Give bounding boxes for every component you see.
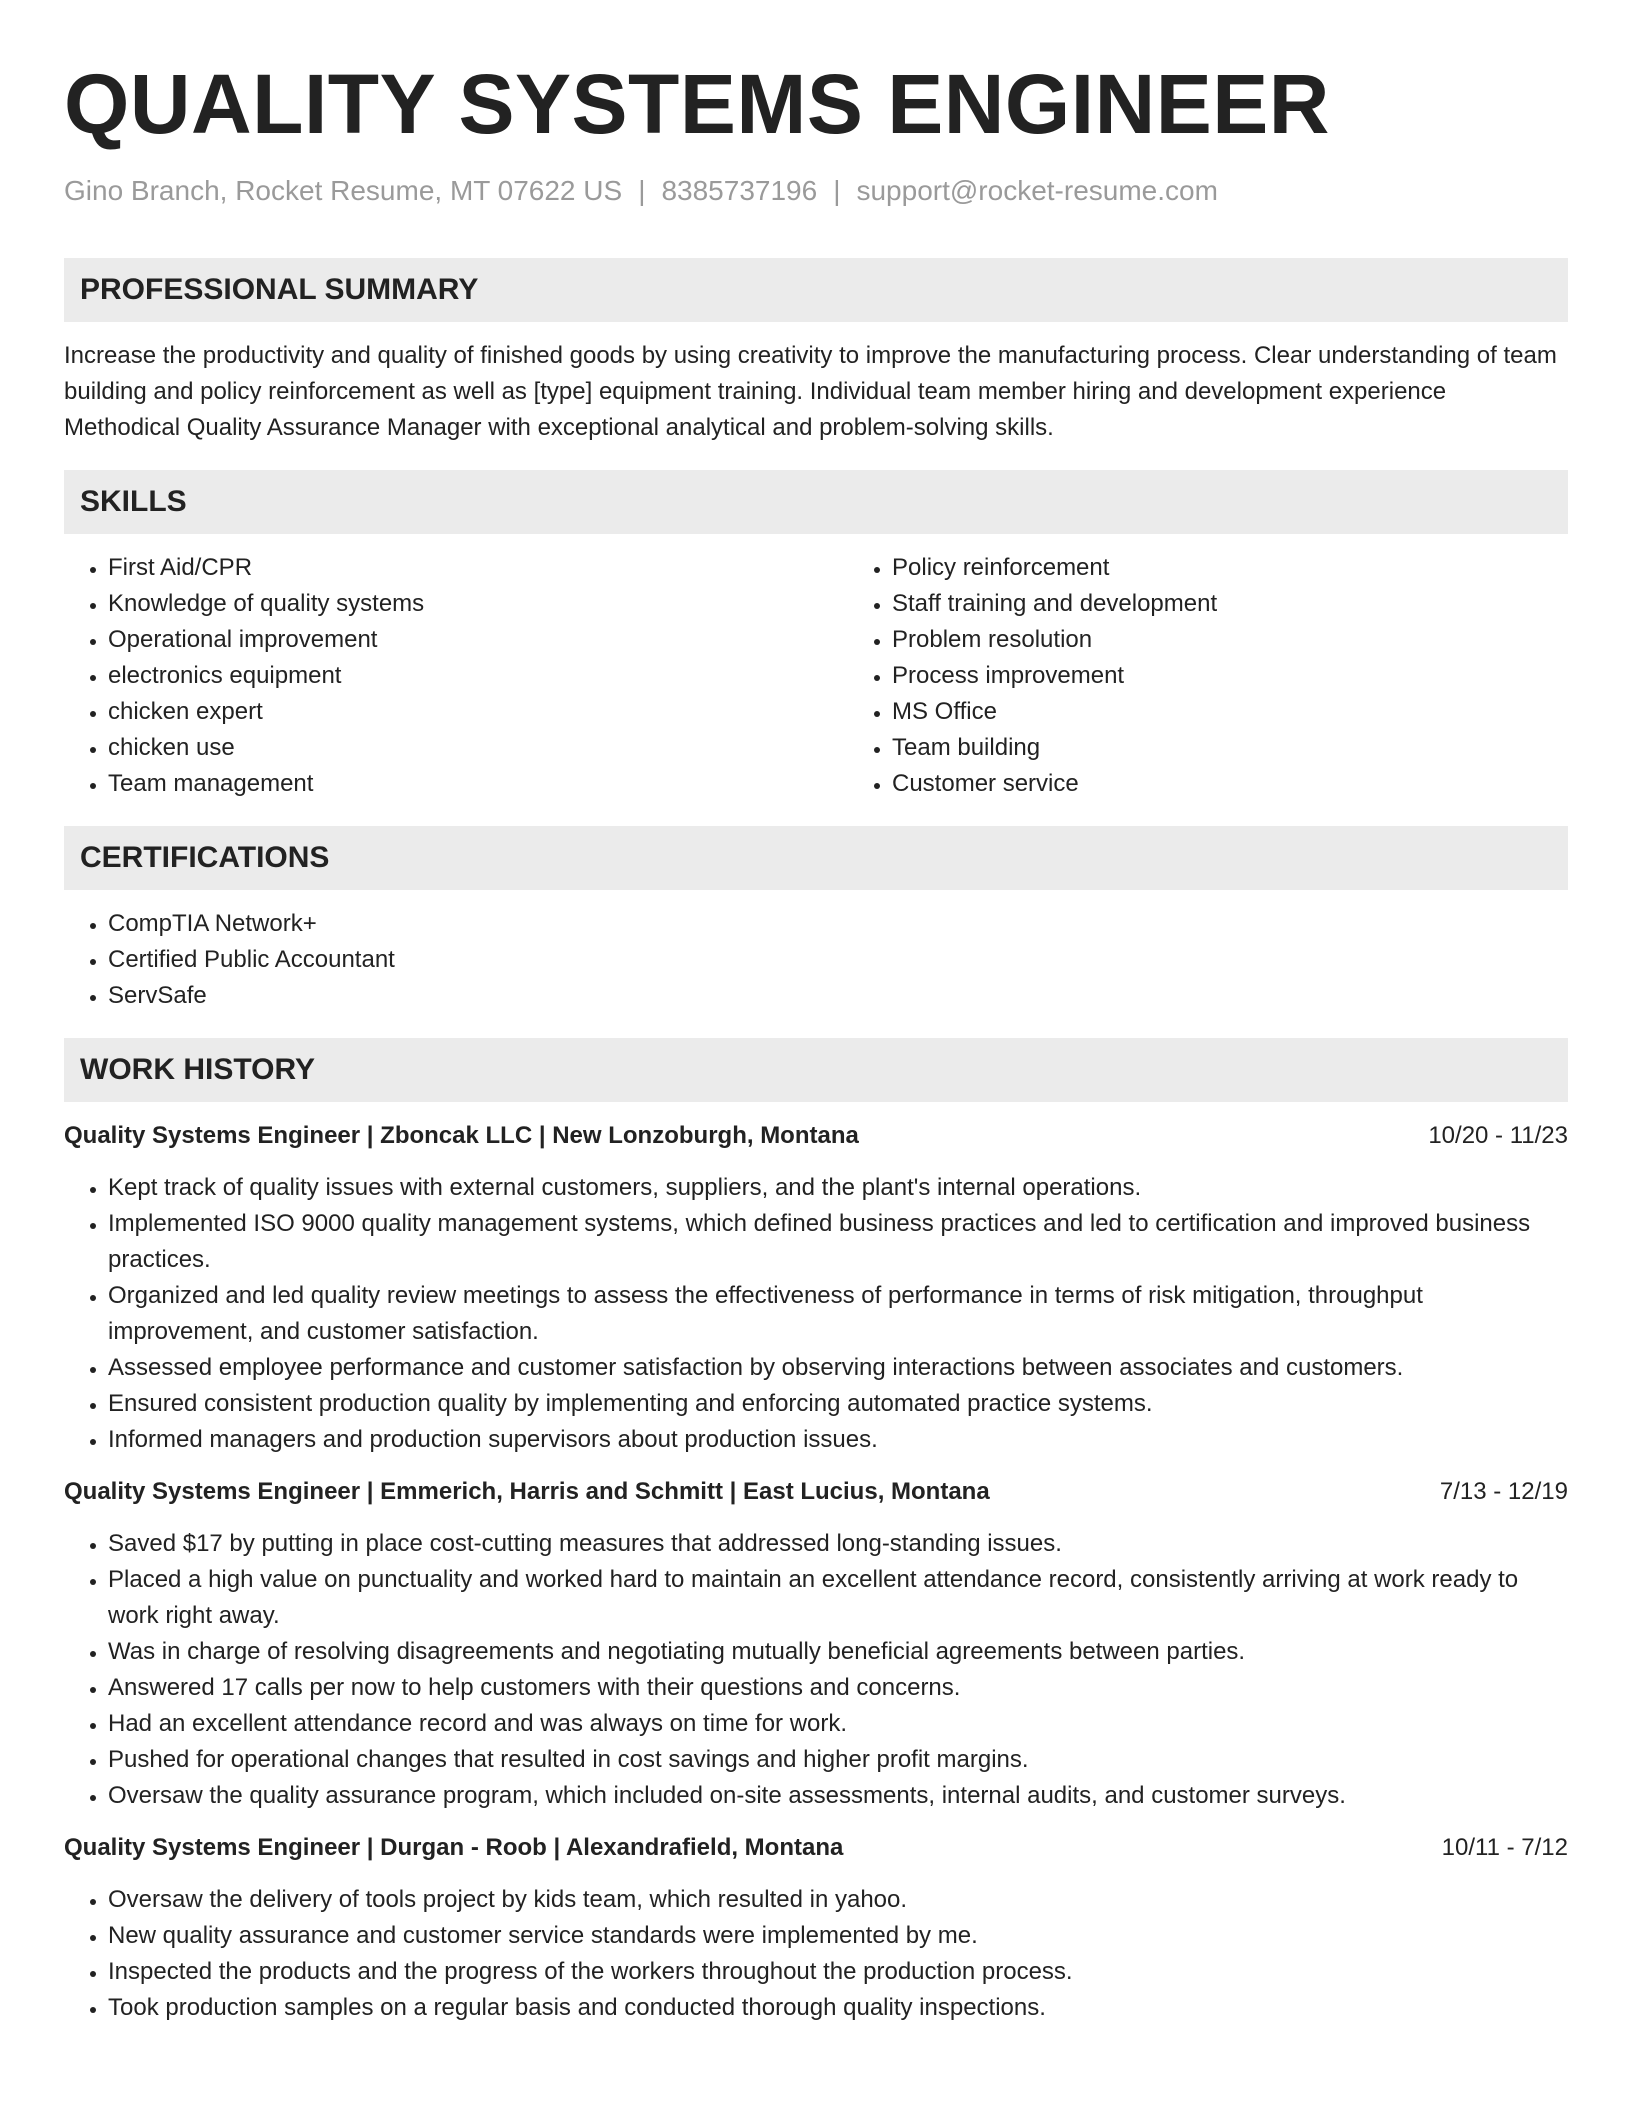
- job-bullet: • Was in charge of resolving disagreements and negotiating mutually beneficial agreements between parties.: [108, 1634, 1568, 1670]
- job-title: Quality Systems Engineer | Zboncak LLC | New Lonzoburgh, Montana: [64, 1122, 859, 1149]
- certification-item: • CompTIA Network+: [108, 906, 1568, 942]
- skill-item: • First Aid/CPR: [108, 550, 848, 586]
- job-bullet: • Oversaw the delivery of tools project by kids team, which resulted in yahoo.: [108, 1882, 1568, 1918]
- job-header: [64, 1830, 1568, 1866]
- section-heading-certifications: CERTIFICATIONS: [64, 826, 1568, 890]
- job-bullet: • Ensured consistent production quality by implementing and enforcing automated practice systems.: [108, 1386, 1568, 1422]
- contact-email: support@rocket-resume.com: [856, 175, 1218, 206]
- resume-name: QUALITY SYSTEMS ENGINEER: [64, 57, 1330, 151]
- job-bullet: • Saved $17 by putting in place cost-cutting measures that addressed long-standing issues.: [108, 1526, 1568, 1562]
- contact-line: [64, 174, 1568, 208]
- skill-item: • Team building: [892, 730, 1568, 766]
- skill-item: • Process improvement: [892, 658, 1568, 694]
- job-bullets: [64, 1170, 1568, 1458]
- certifications-list: [64, 906, 1568, 1014]
- skills-column-left: [64, 550, 848, 802]
- job-bullet: • Informed managers and production supervisors about production issues.: [108, 1422, 1568, 1458]
- job-dates: 7/13 - 12/19: [1439, 1478, 1568, 1505]
- job-bullet: • Answered 17 calls per now to help customers with their questions and concerns.: [108, 1670, 1568, 1706]
- job-bullet: • Took production samples on a regular basis and conducted thorough quality inspections.: [108, 1990, 1568, 2026]
- section-heading-skills: SKILLS: [64, 470, 1568, 534]
- section-heading-work-history: WORK HISTORY: [64, 1038, 1568, 1102]
- skill-item: • MS Office: [892, 694, 1568, 730]
- skill-item: • Policy reinforcement: [892, 550, 1568, 586]
- contact-phone: 8385737196: [661, 175, 818, 206]
- contact-address: Gino Branch, Rocket Resume, MT 07622 US: [64, 175, 623, 206]
- contact-separator: |: [638, 175, 646, 206]
- job-bullet: • Placed a high value on punctuality and worked hard to maintain an excellent attendance record, consistently arriving at work ready to work right away.: [108, 1562, 1568, 1634]
- job-title: Quality Systems Engineer | Emmerich, Harris and Schmitt | East Lucius, Montana: [64, 1478, 990, 1505]
- skill-item: • chicken use: [108, 730, 848, 766]
- skill-item: • Team management: [108, 766, 848, 802]
- job-header: [64, 1474, 1568, 1510]
- skill-item: • Operational improvement: [108, 622, 848, 658]
- skills-grid: [64, 550, 1568, 802]
- skill-item: • electronics equipment: [108, 658, 848, 694]
- job-header: [64, 1118, 1568, 1154]
- job-title: Quality Systems Engineer | Durgan - Roob | Alexandrafield, Montana: [64, 1834, 844, 1861]
- job-bullet: • New quality assurance and customer service standards were implemented by me.: [108, 1918, 1568, 1954]
- skill-item: • chicken expert: [108, 694, 848, 730]
- skill-item: • Staff training and development: [892, 586, 1568, 622]
- job-bullet: • Had an excellent attendance record and was always on time for work.: [108, 1706, 1568, 1742]
- skill-item: • Knowledge of quality systems: [108, 586, 848, 622]
- summary-text: Increase the productivity and quality of finished goods by using creativity to improve the manufacturing process. Clear understanding of team building and policy reinforcement as well as [type] equipment training. Individual team member hiring and development experience Methodical Quality Assurance Manager with exceptional analytical and problem-solving skills.: [64, 342, 1557, 441]
- section-heading-summary: PROFESSIONAL SUMMARY: [64, 258, 1568, 322]
- certification-item: • ServSafe: [108, 978, 1568, 1014]
- job-bullet: • Assessed employee performance and customer satisfaction by observing interactions between associates and customers.: [108, 1350, 1568, 1386]
- job-dates: 10/11 - 7/12: [1441, 1834, 1568, 1861]
- job-bullet: • Pushed for operational changes that resulted in cost savings and higher profit margins.: [108, 1742, 1568, 1778]
- job-entry: [64, 1118, 1568, 1458]
- job-bullets: [64, 1526, 1568, 1814]
- job-entry: [64, 1830, 1568, 2026]
- contact-separator: |: [833, 175, 841, 206]
- skills-column-right: [848, 550, 1568, 802]
- job-bullet: • Organized and led quality review meetings to assess the effectiveness of performance in terms of risk mitigation, throughput improvement, and customer satisfaction.: [108, 1278, 1568, 1350]
- job-bullet: • Kept track of quality issues with external customers, suppliers, and the plant's internal operations.: [108, 1170, 1568, 1206]
- job-bullets: [64, 1882, 1568, 2026]
- job-bullet: • Implemented ISO 9000 quality management systems, which defined business practices and led to certification and improved business practices.: [108, 1206, 1568, 1278]
- skill-item: • Problem resolution: [892, 622, 1568, 658]
- job-bullet: • Oversaw the quality assurance program, which included on-site assessments, internal audits, and customer surveys.: [108, 1778, 1568, 1814]
- job-entry: [64, 1474, 1568, 1814]
- job-bullet: • Inspected the products and the progress of the workers throughout the production process.: [108, 1954, 1568, 1990]
- job-dates: 10/20 - 11/23: [1428, 1122, 1568, 1149]
- skill-item: • Customer service: [892, 766, 1568, 802]
- certification-item: • Certified Public Accountant: [108, 942, 1568, 978]
